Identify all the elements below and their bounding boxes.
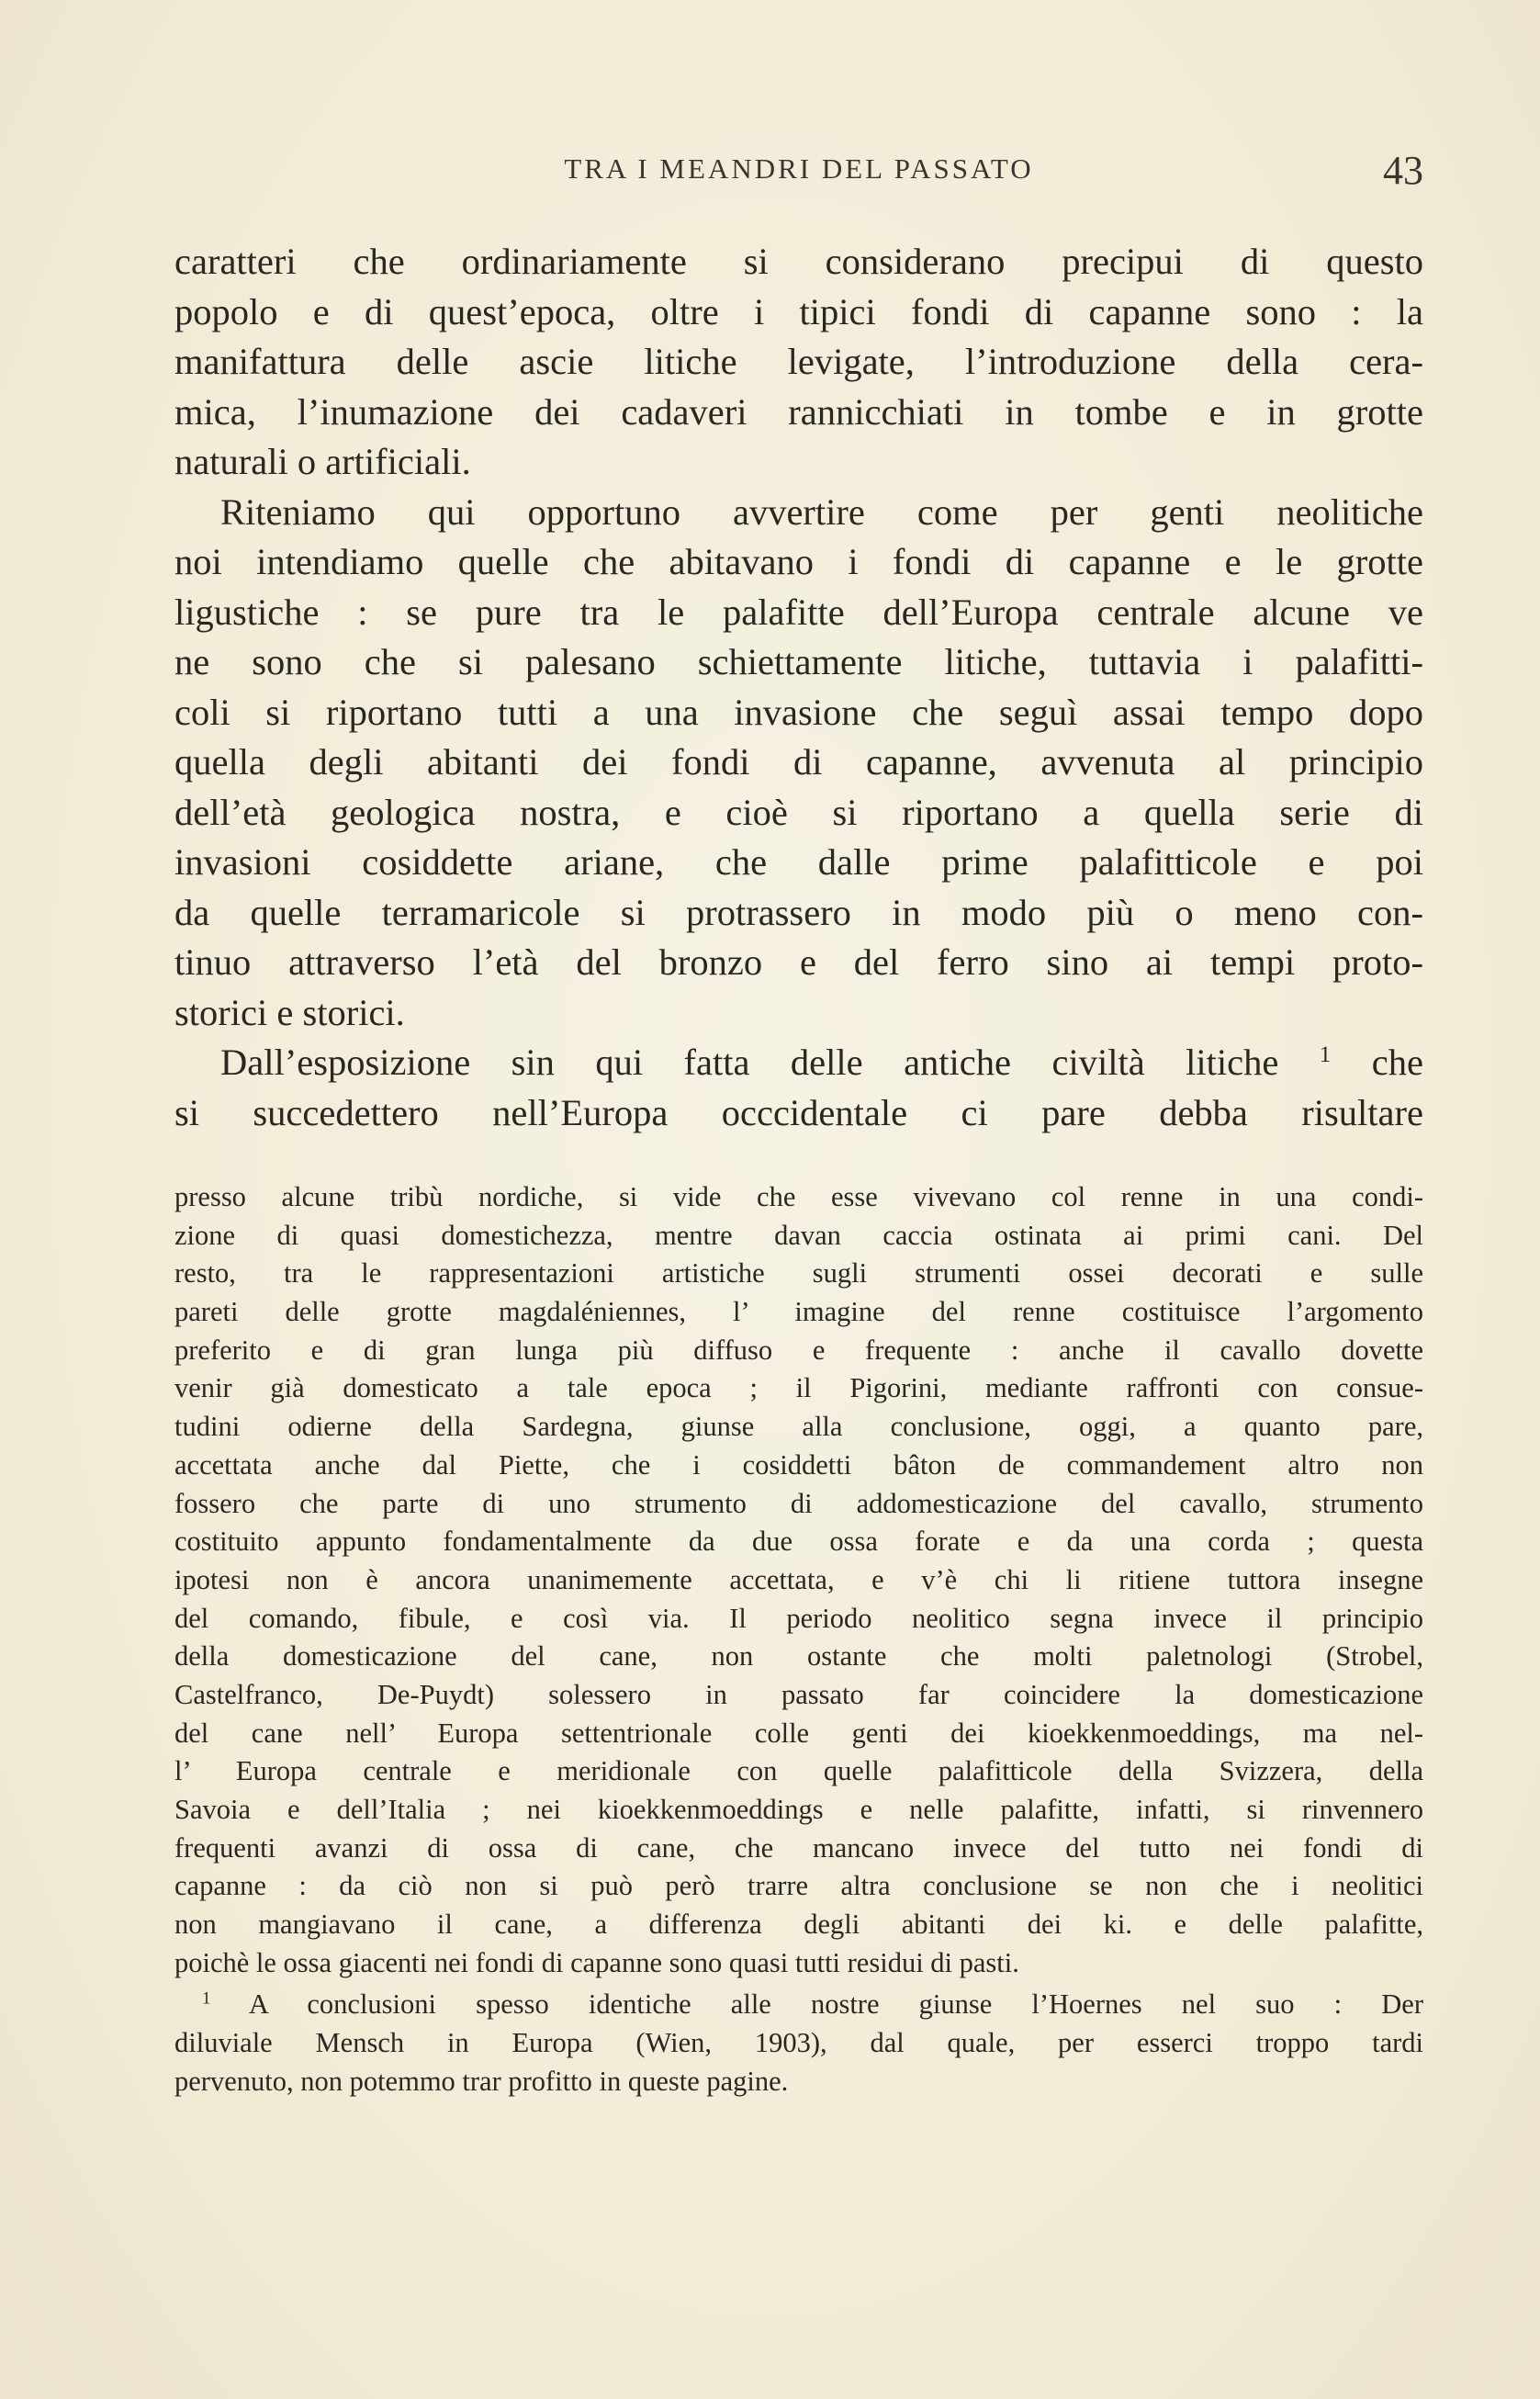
body-line: ne sono che si palesano schiettamente litiche, tuttavia i palafitti- (174, 641, 1423, 682)
body-line: mica, l’inumazione dei cadaveri rannicchiati in tombe e in grotte (174, 390, 1423, 433)
footnote-line: resto, tra le rappresentazioni artistiche sugli strumenti ossei decorati e sulle (174, 1257, 1423, 1290)
footnote-line: costituito appunto fondamentalmente da due ossa forate e da una corda ; questa (174, 1526, 1423, 1558)
footnote-line: capanne : da ciò non si può però trarre altra conclusione se non che i neolitici (174, 1870, 1423, 1902)
body-line: dell’età geologica nostra, e cioè si riportano a quella serie di (174, 791, 1423, 833)
footnote-line: pareti delle grotte magdaléniennes, l’ imagine del renne costituisce l’argomento (174, 1296, 1423, 1328)
footnote-line: tudini odierne della Sardegna, giunse alla conclusione, oggi, a quanto pare, (174, 1411, 1423, 1443)
footnote-line: pervenuto, non potemmo trar profitto in queste pagine. (174, 2065, 789, 2097)
footnote-line: ipotesi non è ancora unanimemente accettata, e v’è chi li ritiene tuttora insegne (174, 1563, 1423, 1595)
body-line: storici e storici. (174, 991, 405, 1033)
footnote-line: fossero che parte di uno strumento di addomesticazione del cavallo, strumento (174, 1487, 1423, 1519)
body-line: coli si riportano tutti a una invasione che seguì assai tempo dopo (174, 691, 1423, 733)
body-line: ligustiche : se pure tra le palafitte dell’Europa centrale alcune ve (174, 591, 1423, 633)
footnote-line: venir già domesticato a tale epoca ; il Pigorini, mediante raffronti con consue- (174, 1372, 1423, 1404)
body-line: naturali o artificiali. (174, 441, 471, 482)
footnote-reference[interactable]: 1 (1319, 1042, 1332, 1068)
main-text (174, 237, 1423, 1138)
footnote-line: l’ Europa centrale e meridionale con quelle palafitticole della Svizzera, della (174, 1755, 1423, 1787)
body-line: da quelle terramaricole si protrassero in modo più o meno con- (174, 891, 1423, 933)
body-line: manifattura delle ascie litiche levigate, l’introduzione della cera- (174, 341, 1423, 382)
footnote-line: preferito e di gran lunga più diffuso e frequente : anche il cavallo dovette (174, 1334, 1423, 1366)
footnote-marker: 1 (202, 1989, 211, 2010)
footnote-line: poichè le ossa giacenti nei fondi di capanne sono quasi tutti residui di pasti. (174, 1946, 1019, 1978)
footnotes (174, 1178, 1423, 2101)
running-head (174, 147, 1423, 193)
body-line: quella degli abitanti dei fondi di capanne, avvenuta al principio (174, 741, 1423, 783)
footnote-1-first-line (174, 1986, 1423, 2024)
paragraph-start-line (174, 1038, 1423, 1088)
body-line: popolo e di quest’epoca, oltre i tipici fondi di capanne sono : la (174, 290, 1423, 332)
body-line: caratteri che ordinariamente si considerano precipui di questo (174, 241, 1423, 282)
footnote-line: della domesticazione del cane, non ostante che molti paletnologi (Strobel, (174, 1640, 1423, 1673)
footnote-line: presso alcune tribù nordiche, si vide che esse vivevano col renne in una condi- (174, 1181, 1423, 1212)
footnote-line: del cane nell’ Europa settentrionale colle genti dei kioekkenmoeddings, ma nel- (174, 1717, 1423, 1749)
body-line: invasioni cosiddette ariane, che dalle prime palafitticole e poi (174, 841, 1423, 883)
footnote-line: Savoia e dell’Italia ; nei kioekkenmoeddings e nelle palafitte, infatti, si rinvennero (174, 1794, 1423, 1825)
body-line-text: Dall’esposizione sin qui fatta delle antiche civiltà litiche (220, 1042, 1279, 1083)
running-title: TRA I MEANDRI DEL PASSATO (564, 152, 1034, 185)
body-line: si succedettero nell’Europa occcidentale ci pare debba risultare (174, 1091, 1423, 1133)
footnote-line: accettata anche dal Piette, che i cosiddetti bâton de commandement altro non (174, 1448, 1423, 1481)
footnote-line-text: A conclusioni spesso identiche alle nostre giunse l’Hoernes nel suo : Der (210, 1988, 1423, 2021)
footnote-line: frequenti avanzi di ossa di cane, che mancano invece del tutto nei fondi di (174, 1831, 1423, 1864)
footnote-line: Castelfranco, De-Puydt) solessero in passato far coincidere la domesticazione (174, 1678, 1423, 1710)
page-number: 43 (1383, 148, 1423, 193)
body-line-text: che (1331, 1042, 1423, 1083)
body-line: tinuo attraverso l’età del bronzo e del ferro sino ai tempi proto- (174, 941, 1423, 983)
footnote-line: non mangiavano il cane, a differenza degli abitanti dei ki. e delle palafitte, (174, 1909, 1423, 1941)
body-line: noi intendiamo quelle che abitavano i fondi di capanne e le grotte (174, 541, 1423, 582)
footnote-line: del comando, fibule, e così via. Il periodo neolitico segna invece il principio (174, 1602, 1423, 1634)
paragraph-start-line: Riteniamo qui opportuno avvertire come per genti neolitiche (220, 490, 1423, 533)
footnote-line: zione di quasi domestichezza, mentre davan caccia ostinata ai primi cani. Del (174, 1219, 1423, 1251)
footnote-line: diluviale Mensch in Europa (Wien, 1903), dal quale, per esserci troppo tardi (174, 2027, 1423, 2059)
